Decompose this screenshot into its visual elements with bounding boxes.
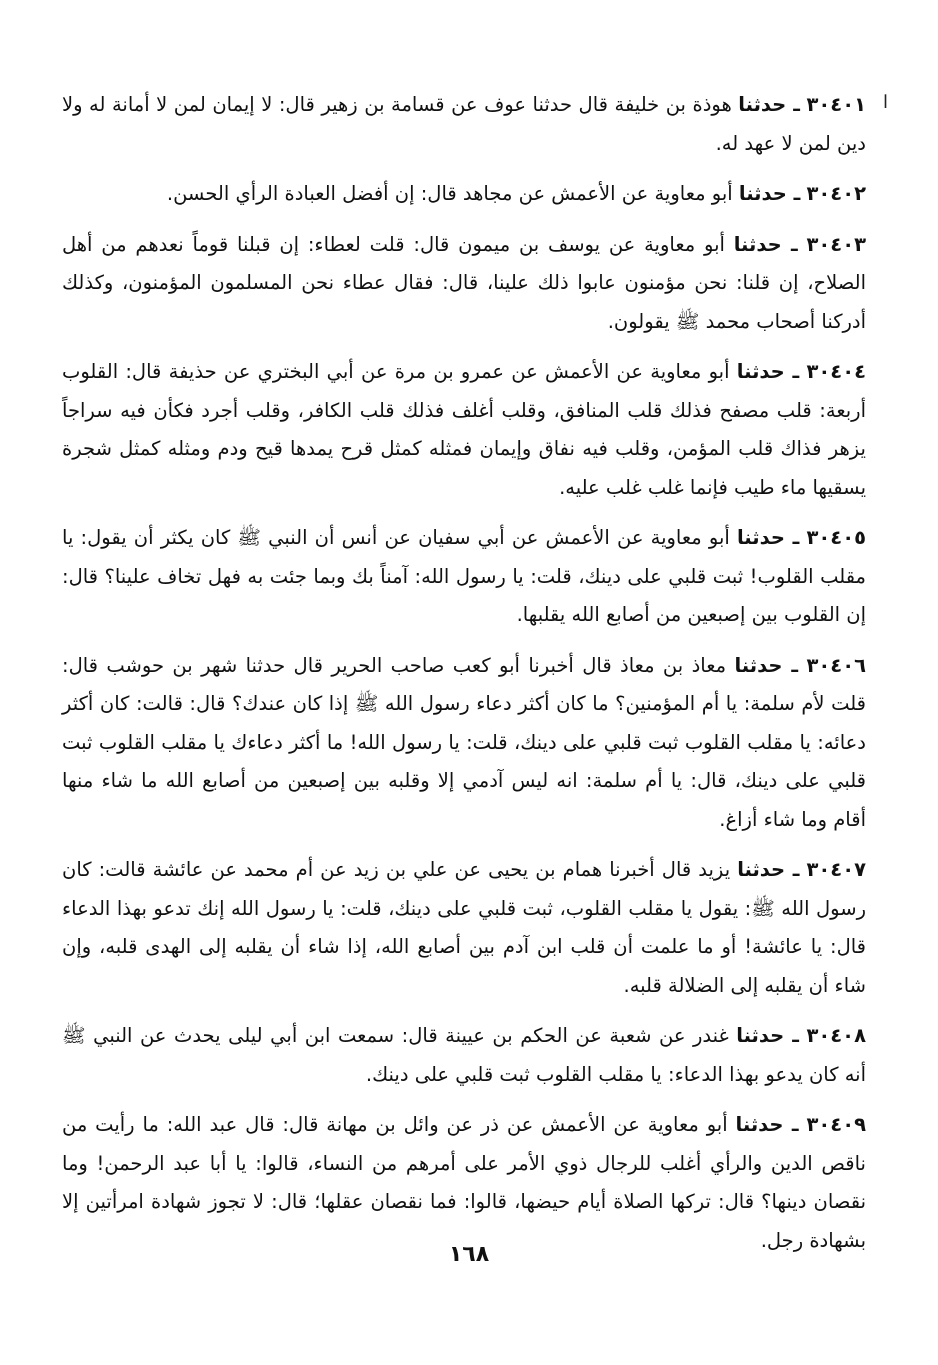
hadith-30401 [62,86,866,163]
hadith-number: ٣٠٤٠٢ [806,182,866,205]
hadith-dash: ـ [782,653,799,677]
hadith-30404 [62,353,866,507]
hadith-text: أبو معاوية عن الأعمش عن أبي سفيان عن أنس أن النبي ﷺ كان يكثر أن يقول: يا مقلب القلوب! ثبت قلبي على دينك، قلت: يا رسول الله: آمناً بك وبما جئت به فهل تخاف علينا؟ قال: إن القلوب بين إصبعين من أصابع الله يقلبها. [62,526,866,626]
hadith-dash: ـ [786,93,800,116]
hadith-dash: ـ [783,1113,799,1136]
hadith-30407 [62,851,866,1005]
hadith-text: يزيد قال أخبرنا همام بن يحيى عن علي بن زيد عن أم محمد عن عائشة قالت: كان رسول الله ﷺ: يقول يا مقلب القلوب، ثبت قلبي على دينك، قلت: يا رسول الله إنك تدعو بهذا الدعاء قال: يا عائشة! أو ما علمت أن قلب ابن آدم بين أصابع الله، إذا شاء أن يقلبه إلى الهدى قلبه، وإن شاء أن يقلبه إلى الضلالة قلبه. [62,858,866,997]
hadith-30409 [62,1106,866,1260]
hadith-lead: حدثنا [738,93,787,116]
hadith-lead: حدثنا [736,1024,785,1047]
hadith-text: غندر عن شعبة عن الحكم بن عيينة قال: سمعت ابن أبي ليلى يحدث عن النبي ﷺ أنه كان يدعو بهذا الدعاء: يا مقلب القلوب ثبت قلبي على دينك. [62,1024,866,1086]
hadith-number: ٣٠٤٠٥ [806,526,866,549]
hadith-30402 [62,175,866,214]
hadith-30403 [62,226,866,342]
hadith-number: ٣٠٤٠٦ [806,653,866,677]
hadith-text: أبو معاوية عن الأعمش عن ذر عن وائل بن مهانة قال: قال عبد الله: ما رأيت من ناقص الدين والرأي أغلب للرجال ذوي الأمر على أمرهم من النساء، قالوا: يا أبا عبد الرحمن! وما نقصان دينها؟ قال: تركها الصلاة أيام حيضها، قالوا: فما نقصان عقلها؛ قال: لا تجوز شهادة امرأتين إلا بشهادة رجل. [62,1113,866,1252]
hadith-number: ٣٠٤٠٤ [806,360,867,383]
hadith-text: هوذة بن خليفة قال حدثنا عوف عن قسامة بن زهير قال: لا إيمان لمن لا أمانة له ولا دين لمن لا عهد له. [62,93,866,155]
hadith-dash: ـ [781,232,798,256]
hadith-text: أبو معاوية عن الأعمش عن مجاهد قال: إن أفضل العبادة الرأي الحسن. [166,182,733,205]
hadith-30406 [62,647,866,840]
hadith-30408 [62,1017,866,1094]
hadith-number: ٣٠٤٠٩ [806,1113,866,1136]
hadith-dash: ـ [785,858,800,881]
hadith-lead: حدثنا [736,526,785,549]
hadith-lead: حدثنا [735,1113,784,1136]
hadith-lead: حدثنا [733,232,782,256]
hadith-lead: حدثنا [734,653,783,677]
hadith-dash: ـ [784,360,800,383]
hadith-number: ٣٠٤٠٧ [806,858,866,881]
hadith-lead: حدثنا [738,182,787,205]
hadith-text: أبو معاوية عن الأعمش عن عمرو بن مرة عن أبي البختري عن حذيفة قال: القلوب أربعة: قلب مصفح فذلك قلب المنافق، وقلب أغلف فذلك قلب الكافر، وقلب أجرد فكأن فيه سراجاً يزهر فذاك قلب المؤمن، وقلب فيه نفاق وإيمان فمثله كمثل قرح يمدها قيح ودم ومثله كمثل شجرة يسقيها ماء طيب فإنما غلب غلب عليه. [62,360,866,499]
hadith-dash: ـ [784,526,800,549]
hadith-list [62,86,866,1272]
hadith-text: معاذ بن معاذ قال أخبرنا أبو كعب صاحب الحرير قال حدثنا شهر بن حوشب قال: قلت لأم سلمة: يا أم المؤمنين؟ ما كان أكثر دعاء رسول الله ﷺ إذا كان عندك؟ قال: قالت: كان أكثر دعائه: يا مقلب القلوب ثبت قلبي على دينك، قلت: يا رسول الله! ما أكثر دعاءك يا مقلب القلوب ثبت قلبي على دينك، قال: يا أم سلمة: انه ليس آدمي إلا وقلبه بين إصبعين من أصابع الله ما شاء منها أقام وما شاء أزاغ. [62,653,866,831]
hadith-lead: حدثنا [737,858,786,881]
hadith-30405 [62,519,866,635]
hadith-dash: ـ [786,182,801,205]
margin-mark: ا [882,92,888,113]
hadith-number: ٣٠٤٠٨ [806,1024,866,1047]
hadith-number: ٣٠٤٠٣ [806,232,866,256]
hadith-lead: حدثنا [736,360,785,383]
hadith-dash: ـ [784,1024,799,1047]
hadith-text: أبو معاوية عن يوسف بن ميمون قال: قلت لعطاء: إن قبلنا قوماً نعدهم من أهل الصلاح، إن قلنا: نحن مؤمنون عابوا ذلك علينا، قال: فقال عطاء نحن المسلمون المؤمنون، وكذلك أدركنا أصحاب محمد ﷺ يقولون. [62,232,866,333]
page-number: ١٦٨ [448,1242,490,1267]
hadith-number: ٣٠٤٠١ [806,93,866,116]
